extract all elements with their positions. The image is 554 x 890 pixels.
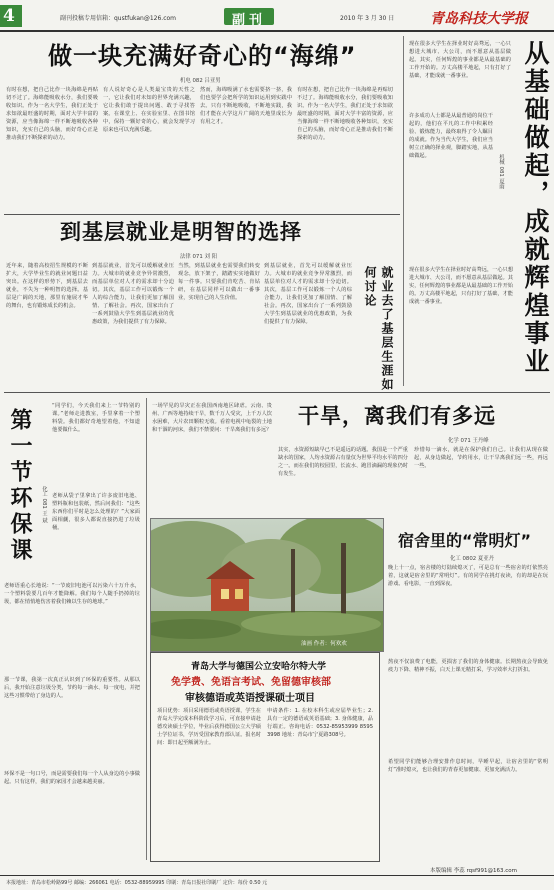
header-rule bbox=[0, 30, 554, 32]
article-4-col-4: 那一节课，我第一次真正认识到了环保的重要性。从那以后，我开始注意垃圾分类，节约每一滴水、每一度电，并把这些习惯带给了身边的人。 bbox=[4, 677, 140, 699]
article-4-col-2: 老师从袋子里拿出了许多废旧电池、塑料瓶和包装纸，然后问我们：“这些东西你们平时是怎么处理的？”大家面面相觑，很多人都说直接扔进了垃圾桶。 bbox=[52, 493, 140, 531]
painting-caption: 油画 作者：何欢欢 bbox=[301, 641, 347, 647]
ad-head-1: 青岛大学与德国公立安哈尔特大学 bbox=[191, 662, 327, 672]
article-5-col-3: 珍惜每一滴水，就是在保护我们自己。让我们从现在做起，从身边做起，节约用水，让干旱离我们远一些，再远一些。 bbox=[414, 447, 548, 469]
article-4-byline: 化工 081 王 斌 bbox=[41, 486, 47, 524]
article-2 bbox=[0, 216, 400, 392]
painting-photo bbox=[150, 518, 384, 652]
divider-1 bbox=[4, 214, 400, 215]
tagline: 副刊投稿专用信箱：qustfukan@126.com bbox=[60, 15, 177, 22]
ad-head-3: 审核德语或英语授课硕士项目 bbox=[185, 693, 315, 704]
divider-2 bbox=[4, 392, 550, 393]
footer-rule bbox=[0, 875, 554, 876]
article-3-title: 从基础做起，成就辉煌事业 bbox=[521, 40, 550, 376]
article-2-title: 到基层就业是明智的选择 bbox=[60, 220, 302, 244]
ad-text-right: 申请条件：1. 在校本科生或应届毕业生；2. 具有一定的德语或英语基础；3. 身体健康，品行端正。咨询电话：0532-85953999 85953998 地址：青岛市宁夏路308号。 bbox=[267, 708, 373, 738]
article-3-col-1: 现在很多大学生在择业时好高骛远，一心只想进大城市、大公司，而不愿意从基层做起。其实，任何辉煌的事业都是从最基础的工作开始的。万丈高楼平地起，只有打好了基础，才能成就一番事业。 bbox=[409, 41, 511, 79]
article-5-byline: 化学 071 王丹峰 bbox=[448, 438, 489, 444]
masthead: 青岛科技大学报 bbox=[430, 11, 528, 27]
article-4-col-5: 环保不是一句口号，而是需要我们每一个人从身边的小事做起。只有这样，我们的家园才会越来越美丽。 bbox=[4, 771, 140, 785]
article-1 bbox=[0, 34, 400, 214]
article-4-col-1: “同学们，今天我们来上一节特别的课。”老师走进教室，手里拿着一个塑料袋。我们都好奇地望着他，不知道他要做什么。 bbox=[52, 403, 140, 433]
article-5-title: 干旱，离我们有多远 bbox=[298, 404, 496, 428]
article-2-col-4: 到基层就业，首先可以缓解就业压力。大城市的就业竞争异常激烈，而基层单位对人才的需求却十分迫切。其次，基层工作可以锻炼一个人的综合能力，让我们更加了解国情、了解社会。再次，国家出台了一系列鼓励大学生到基层就业的优惠政策，为我们提供了有力保障。 bbox=[264, 263, 352, 325]
article-2-byline: 法律 071 刘 阳 bbox=[180, 254, 217, 260]
article-1-col-2: 有人说好奇心是人类最宝贵的天性之一，它让我们对未知的世界充满兴趣，它让我们敢于提出问题、敢于寻找答案。在课堂上、在实验室里、在图书馆中，保持一颗好奇的心，就会发现学习原来也可以充满乐趣。 bbox=[103, 87, 195, 133]
article-1-byline: 机电 082 吕亚男 bbox=[180, 78, 221, 84]
article-6-col-2: 熬夜不仅浪费了电能，更损害了我们的身体健康。长期熬夜会导致免疫力下降、精神不振，白天上课无精打采，学习效率大打折扣。 bbox=[388, 659, 548, 673]
article-6-col-1: 晚上十一点，宿舍楼的灯陆续熄灭了，可是总有一些宿舍的灯依然亮着，这就是宿舍里的“常明灯”。有的同学在挑灯夜读，有的却是在玩游戏、看电影，一直到深夜。 bbox=[388, 565, 548, 587]
article-3 bbox=[405, 34, 554, 390]
article-6-title: 宿舍里的“常明灯” bbox=[398, 531, 532, 550]
header-bar bbox=[0, 0, 554, 34]
article-2-side-label: 就业去了基层生涯如何讨论 bbox=[363, 266, 394, 392]
article-2-col-3: 当然，到基层就业也需要我们转变观念，放下架子，踏踏实实地做好每一件事。只要我们肯吃苦、肯钻研，在基层同样可以做出一番事业，实现自己的人生价值。 bbox=[178, 263, 260, 301]
footer-info: 本报地址：青岛市松岭路99号 邮编：266061 电话：0532-88959995 印刷：青岛日报社印刷厂 定价：每份 0.50 元 bbox=[6, 880, 268, 886]
article-3-col-2: 许多成功人士都是从最普通的岗位干起的，他们在平凡的工作中积累经验、锻炼能力，最终取得了令人瞩目的成就。作为当代大学生，我们应当树立正确的择业观，脚踏实地，从基础做起。 bbox=[409, 113, 493, 159]
ad-box bbox=[150, 652, 380, 862]
article-1-col-4: 有时在想，把自己比作一块海绵是再贴切不过了。海绵能吸收水分，我们要吸收知识。作为一名大学生，我们正处于求知欲最旺盛的时期，面对大学丰富的资源，应当像海绵一样不断地吸收各种知识，充实自己的头脑，而好奇心正是推动我们不断探索的动力。 bbox=[297, 87, 393, 141]
section-title: 副刊 bbox=[232, 13, 267, 28]
ad-head-2: 免学费、免语言考试、免留德审核部 bbox=[171, 677, 331, 688]
divider-left bbox=[146, 398, 147, 860]
painting-image bbox=[151, 519, 383, 651]
article-4-col-3: 老师语重心长地说：“一节废旧电池可以污染六十万升水，一个塑料袋要几百年才能降解。我们每个人随手扔掉的垃圾，都在悄悄地伤害着我们赖以生存的地球。” bbox=[4, 583, 140, 605]
article-6-col-3: 希望同学们能够合理安排作息时间，早睡早起，让宿舍里的“常明灯”准时熄灭，也让我们的青春更加健康、更加充满活力。 bbox=[388, 759, 548, 773]
issue-date: 2010 年 3 月 30 日 bbox=[340, 15, 395, 22]
article-1-title: 做一块充满好奇心的“海绵” bbox=[48, 42, 357, 70]
article-2-col-2: 到基层就业，首先可以缓解就业压力。大城市的就业竞争异常激烈，而基层单位对人才的需求却十分迫切。其次，基层工作可以锻炼一个人的综合能力，让我们更加了解国情、了解社会。再次，国家出台了一系列鼓励大学生到基层就业的优惠政策，为我们提供了有力保障。 bbox=[92, 263, 174, 325]
article-1-col-1: 有时在想，把自己比作一块海绵是再贴切不过了。海绵能吸收水分，我们要吸收知识。作为一名大学生，我们正处于求知欲最旺盛的时期，面对大学丰富的资源，应当像海绵一样不断地吸收各种知识，充实自己的头脑，而好奇心正是推动我们不断探索的动力。 bbox=[6, 87, 98, 141]
divider-right bbox=[403, 36, 404, 386]
page-number: 4 bbox=[3, 6, 15, 26]
article-3-byline: 机械 081 夏雨 bbox=[498, 154, 504, 190]
ad-text-left: 项目优势：项目采用德语或英语授课，学生在青岛大学完成本科阶段学习后，可直接申请赴德攻读硕士学位，毕业后获得德国公立大学硕士学位证书，学历受国家教育部认证。报名时间：即日起至额满为止。 bbox=[157, 708, 261, 746]
editor-note: 本版编辑 李蕊 rqsf991@163.com bbox=[430, 868, 517, 874]
article-5-col-1: 一场罕见的旱灾正在我国西南地区肆虐。云南、贵州、广西等地持续干旱，数千万人受灾，上千万人饮水困难，大片农田颗粒无收。看着电视中龟裂的土地和干涸的河床，我们不禁要问：干旱离我们有多远？ bbox=[152, 403, 272, 433]
article-4 bbox=[0, 396, 145, 864]
article-6 bbox=[384, 514, 554, 864]
article-3-col-3: 现在很多大学生在择业时好高骛远，一心只想进大城市、大公司，而不愿意从基层做起。其实，任何辉煌的事业都是从最基础的工作开始的。万丈高楼平地起，只有打好了基础，才能成就一番事业。 bbox=[409, 267, 513, 305]
article-4-title: 第一节环保课 bbox=[7, 408, 32, 564]
article-5-col-2: 其实，水资源短缺早已不是遥远的话题。我国是一个严重缺水的国家，人均水资源占有量仅为世界平均水平的四分之一。而在我们的校园里，长流水、跑冒滴漏的现象仍时有发生。 bbox=[278, 447, 408, 477]
article-1-col-3: 然而，海绵吸满了水也需要挤一挤，我们也要学会把所学的知识运用到实践中去。只有不断地吸收，不断地实践，我们才能在大学这片广阔的天地里成长为有用之才。 bbox=[200, 87, 292, 125]
article-6-byline: 化工 0802 夏亚丹 bbox=[450, 556, 495, 562]
article-5 bbox=[148, 396, 554, 514]
article-2-col-1: 近年来，随着高校招生规模的不断扩大，大学毕业生的就业问题日益突出。在这样的形势下，到基层去就业，不失为一种明智的选择。基层是广阔的天地，那里有施展才华的舞台，也有锻炼成长的机会。 bbox=[6, 263, 88, 309]
